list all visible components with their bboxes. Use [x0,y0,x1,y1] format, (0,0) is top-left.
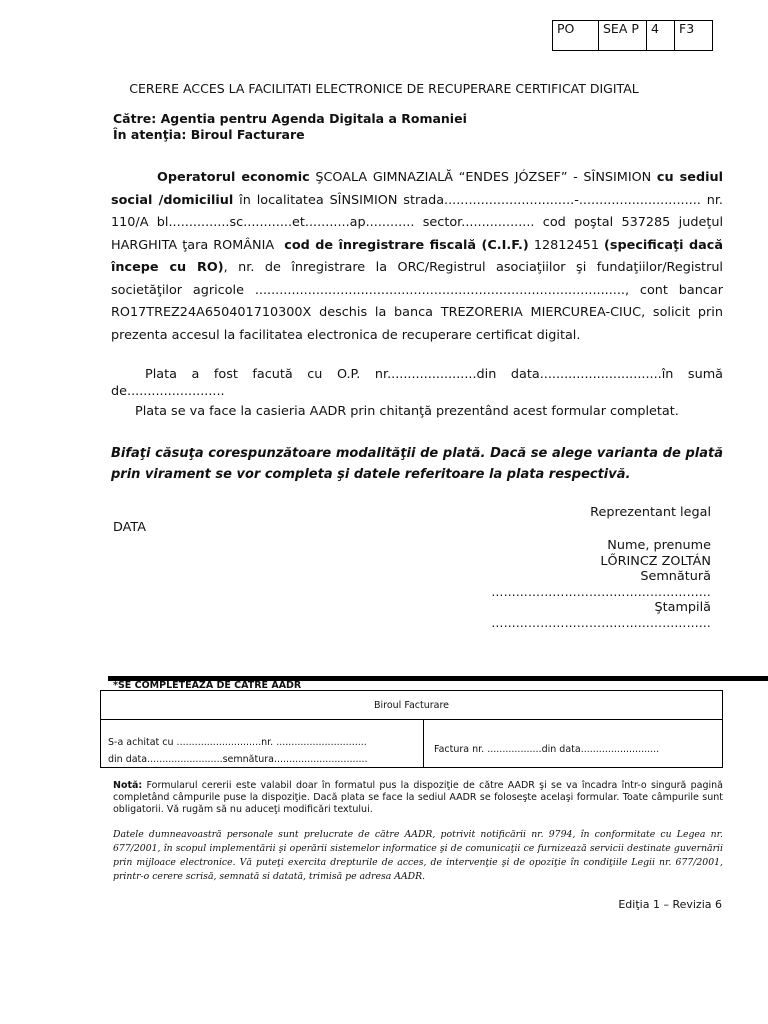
legal-representative-label: Reprezentant legal [590,505,711,520]
specificati-label: (specificaţi dacă începe cu RO) [111,237,723,275]
document-code-table [552,20,713,51]
judet-value: HARGHITA [111,237,178,253]
operator-paragraph: Operatorul economic ŞCOALA GIMNAZIALĂ “ENDES JÓZSEF” - SÎNSIMION cu sediul social /domiciliul în localitatea SÎNSIMION strada................................-.............................. nr. 110/A bl...............sc............et...........ap............ sector.................. cod poştal 537285 judeţul HARGHITA ţara ROMÂNIA cod de înregistrare fiscală (C.I.F.) 12812451 (specificaţi dacă începe cu RO), nr. de înregistrare la ORC/Registrul asociaţiilor şi fundaţiilor/Registrul societăţilor agricole ..........................................................................................., cont bancar RO17TREZ24A650401710300X deschis la banca TREZORERIA MIERCUREA-CIUC, solicit prin prezenta accesul la facilitatea electronica de recuperare certificat digital. [111,170,724,343]
paid-with-line: S-a achitat cu ............................nr. .............................. [108,737,367,748]
data-protection-notice: Datele dumneavoastră personale sunt prelucrate de către AADR, potrivit notificării nr. 9794, în conformitate cu Legea nr. 677/2001, în scopul implementării şi operării sistemelor informatice şi de comunicaţii ce furnizează servicii destinate guvernării prin mijloace electronice. Vă puteţi exercita drepturile de acces, de intervenţie şi de opoziţie în condiţiile Legii nr. 677/2001, printr-o cerere scrisă, semnată si datată, trimisă pe adresa AADR. [113,829,723,882]
representative-name: LŐRINCZ ZOLTÁN [600,554,711,569]
name-label: Nume, prenume [607,538,711,553]
addressee: Către: Agentia pentru Agenda Digitala a Romaniei [113,111,467,126]
localitate-value: SÎNSIMION [329,192,398,208]
code-cell-form: F3 [675,21,713,51]
tara-value: ROMÂNIA [213,237,275,253]
stamp-field: ……………………………………………… [491,616,711,630]
attention-line: În atenţia: Biroul Facturare [113,127,305,142]
edition-revision: Ediţia 1 – Revizia 6 [618,898,722,911]
orc-fields: , nr. de înregistrare la ORC/Registrul asociaţiilor şi fundaţiilor/Registrul societăţilor agricole ..........................................................................................., cont bancar [111,260,723,298]
document-title: CERERE ACCES LA FACILITATI ELECTRONICE DE RECUPERARE CERTIFICAT DIGITAL [129,81,639,96]
payment-instruction: Bifaţi căsuţa corespunzătoare modalităţii de plată. Dacă se alege varianta de plată prin virament se vor completa şi datele referitoare la plata respectivă. [111,446,723,482]
aadr-payment-cell [100,719,424,768]
signature-label: Semnătură [640,569,711,584]
note-label: Notă: [113,780,143,791]
cif-value: 12812451 [533,237,599,253]
payment-op-line: Plata a fost facută cu O.P. nr......................din data..............................în sumă de........................ [111,367,723,399]
aadr-section-header: *SE COMPLETEAZA DE CATRE AADR [113,680,302,691]
date-label: DATA [113,520,146,535]
payment-cashier-line: Plata se va face la casieria AADR prin chitanţă prezentând acest formular completat. [135,404,679,419]
postal-code: 537285 [621,215,671,230]
code-cell-number: 4 [647,21,675,51]
invoice-line: Factura nr. ..................din data.......................... [434,744,660,755]
aadr-billing-header-cell [100,690,723,720]
iban-value: RO17TREZ24A650401710300X [111,305,312,320]
note-paragraph [113,780,723,816]
billing-office-label: Biroul Facturare [374,700,449,711]
operator-name: ŞCOALA GIMNAZIALĂ “ENDES JÓZSEF” - SÎNSIMION [315,170,652,185]
cif-label: cod de înregistrare fiscală (C.I.F.) [284,237,529,253]
stamp-label: Ştampilă [654,600,711,615]
code-cell-seap: SEA P [599,21,647,51]
note-text: Formularul cererii este valabil doar în formatul pus la dispoziţie de către AADR şi se va încadra într-o singură pagină completând câmpurile puse la dispoziţie. Dacă plata se face la sediul AADR se foloseşte acelaşi formular. Toate câmpurile sunt obligatorii. Vă rugăm să nu aduceţi modificări textului. [113,780,723,815]
sediu-label: cu sediul social /domiciliul [111,170,723,208]
bank-name: TREZORERIA MIERCUREA-CIUC [440,305,642,320]
code-cell-po: PO [553,21,599,51]
signature-field: ……………………………………………… [491,585,711,599]
operator-label: Operatorul economic [157,170,310,185]
aadr-invoice-cell [423,719,723,768]
address-fields: strada................................-.............................. nr. 110/A bl...............sc............et...........ap............ sector.................. cod poştal [111,192,723,230]
paid-date-signature-line: din data.........................semnătura............................... [108,754,368,765]
